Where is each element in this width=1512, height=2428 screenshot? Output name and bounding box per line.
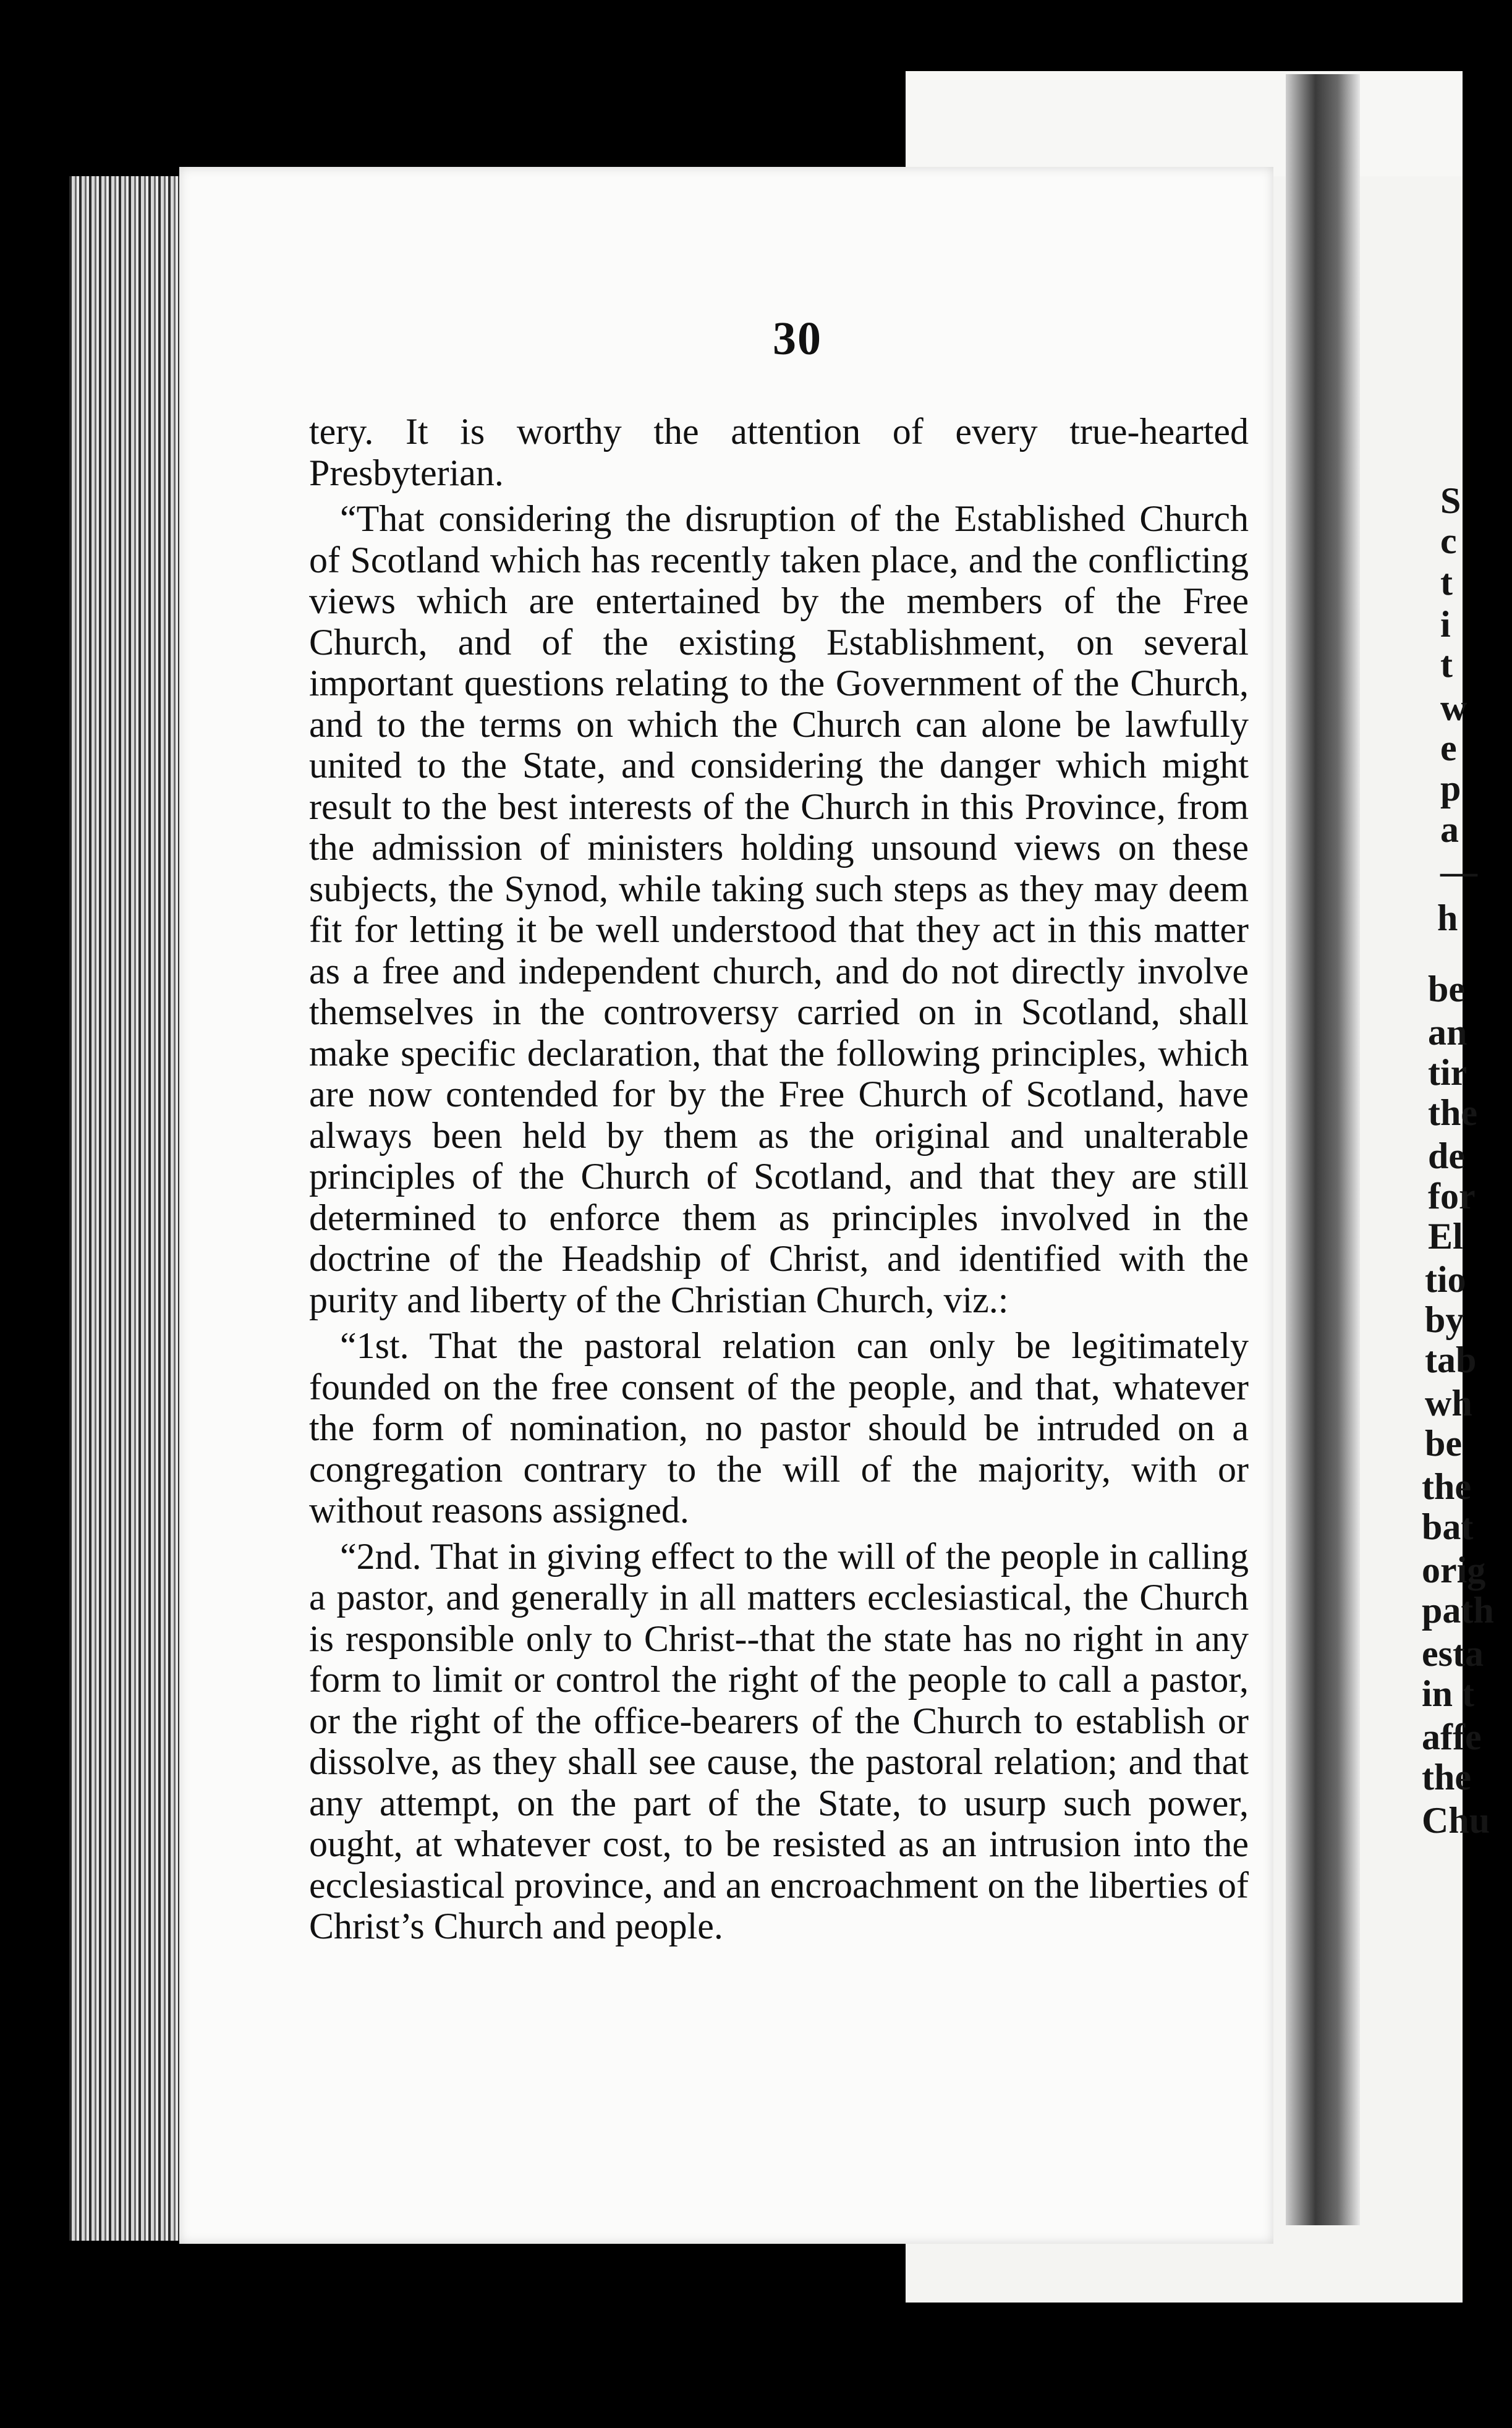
next-page-fragment: tio bbox=[1425, 1259, 1466, 1300]
next-page-fragment: be bbox=[1428, 969, 1465, 1009]
next-page-fragment: wh bbox=[1425, 1383, 1472, 1424]
next-page-fragment: h bbox=[1437, 898, 1458, 938]
page-edge-stack bbox=[69, 176, 181, 2241]
next-page-fragment: orig bbox=[1422, 1550, 1486, 1590]
paragraph-resolution-intro: “That considering the disruption of the Established Church of Scotland which has recently taken place, and the conflicting views which are entertained by the members of the Free Church, and of the existing Establishment, on several important questions relating to the Government of the Church, and to the terms on which the Church can alone be lawfully united to the State, and considering the danger which might result to the best interests of the Church in this Province, from the admission of ministers holding unsound views on these subjects, the Synod, while taking such steps as they may deem fit for letting it be well understood that they act in this matter as a free and independent church, and do not directly involve themselves in the controversy carried on in Scotland, shall make specific declaration, that the following principles, which are now contended for by the Free Church of Scotland, have always been held by them as the original and unalterable principles of the Church of Scotland, and that they are still determined to enforce them as principles involved in the doctrine of the Headship of Christ, and identified with the purity and liberty of the Christian Church, viz.: bbox=[309, 498, 1249, 1320]
next-page-fragment: in t bbox=[1422, 1673, 1475, 1714]
next-page-fragment: El bbox=[1428, 1216, 1463, 1257]
next-page-fragment: — bbox=[1440, 851, 1477, 892]
paragraph-first-principle: “1st. That the pastoral relation can only be legitimately founded on the free consent of the people, and that, whatever the form of nomination, no pastor should be intruded on a congregation contrary to the will of the majority, with or without reasons assigned. bbox=[309, 1325, 1249, 1530]
next-page-fragment: a bbox=[1440, 809, 1459, 850]
next-page-fragment: w bbox=[1440, 687, 1467, 728]
next-page-fragment: affe bbox=[1422, 1717, 1482, 1757]
next-page-fragment: c bbox=[1440, 520, 1457, 561]
next-page-fragment: t bbox=[1440, 562, 1453, 603]
next-page-fragment: by bbox=[1425, 1299, 1464, 1340]
next-page-fragment: be bbox=[1425, 1423, 1462, 1464]
next-page-fragment: the bbox=[1422, 1466, 1471, 1507]
next-page-fragment: S bbox=[1440, 480, 1461, 521]
page-number: 30 bbox=[773, 313, 822, 365]
next-page-fragment: bat bbox=[1422, 1506, 1474, 1547]
next-page-fragment: path bbox=[1422, 1590, 1494, 1631]
paragraph-continuation: tery. It is worthy the attention of every true-hearted Presbyterian. bbox=[309, 411, 1249, 493]
next-page-fragment: the bbox=[1428, 1092, 1477, 1133]
next-page-fragment: Chu bbox=[1422, 1800, 1490, 1841]
next-page-fragment: i bbox=[1440, 604, 1451, 645]
next-page-fragment: e bbox=[1440, 728, 1457, 768]
next-page-fragment: the bbox=[1422, 1757, 1471, 1798]
next-page-fragment: tir bbox=[1428, 1052, 1467, 1093]
next-page-fragment: for bbox=[1428, 1176, 1476, 1216]
next-page-fragment: an bbox=[1428, 1012, 1467, 1053]
next-page-top-margin bbox=[906, 71, 1463, 176]
next-page-fragment: p bbox=[1440, 768, 1461, 809]
gutter-shadow bbox=[1286, 74, 1360, 2225]
next-page-fragment: de bbox=[1428, 1135, 1465, 1176]
paragraph-second-principle: “2nd. That in giving effect to the will of the people in calling a pastor, and generally in all matters ecclesiastical, the Church is responsible only to Christ--that the state has no right in any form to limit or control the right of the people to call a pastor, or the right of the office-bearers of the Church to establish or dissolve, as they shall see cause, the pastoral relation; and that any attempt, on the part of the State, to usurp such power, ought, at whatever cost, to be resisted as an intrusion into the ecclesiastical province, and an encroachment on the liberties of Christ’s Church and people. bbox=[309, 1535, 1249, 1946]
next-page-fragment: esta bbox=[1422, 1633, 1484, 1674]
next-page-fragment: tab bbox=[1425, 1339, 1477, 1380]
page-body-text bbox=[309, 411, 1249, 1952]
next-page-fragment: t bbox=[1440, 644, 1453, 685]
